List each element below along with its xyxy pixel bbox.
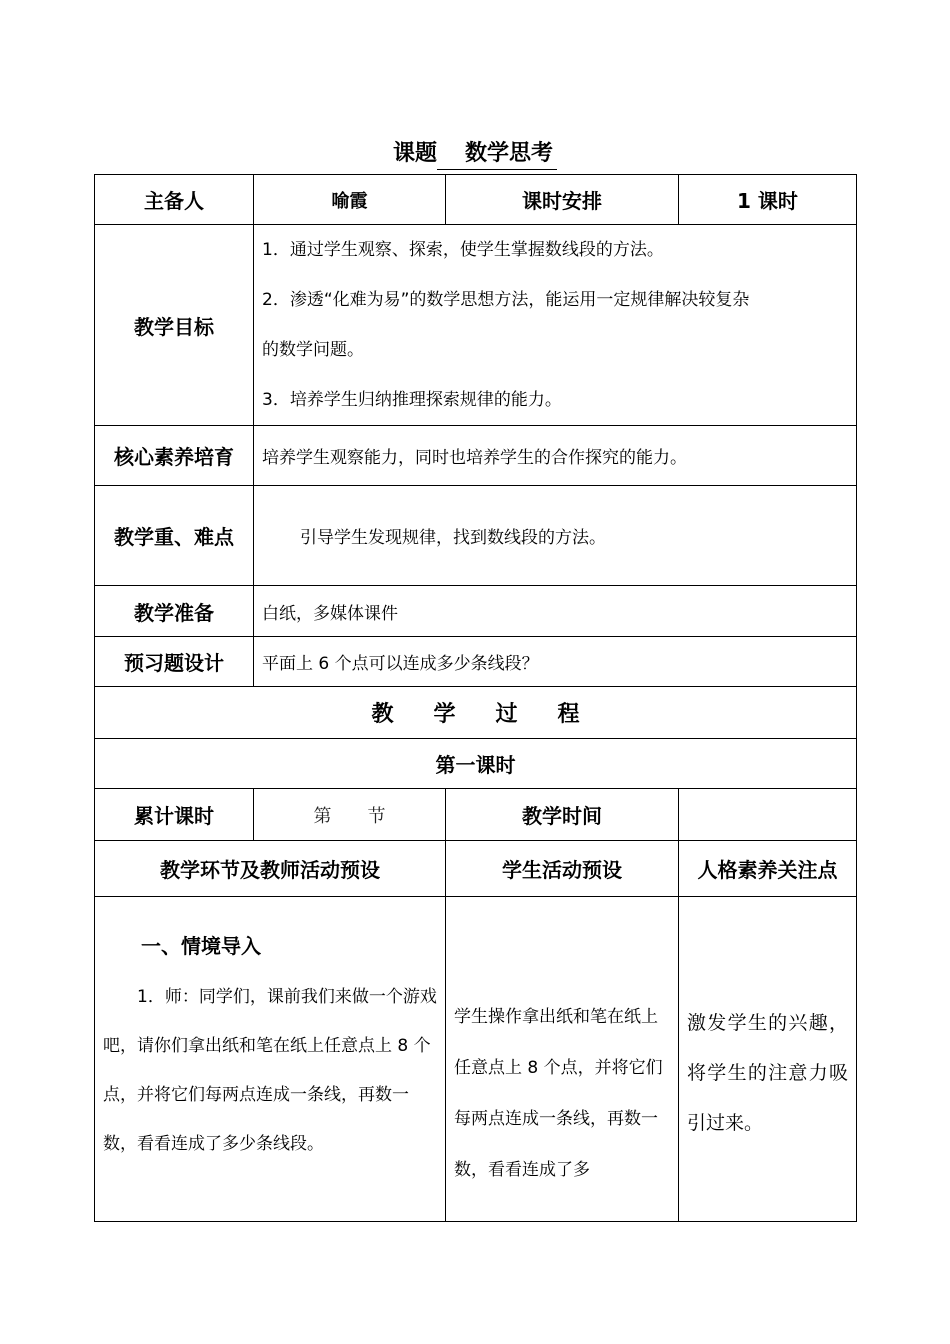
lesson-title: 第一课时 <box>95 739 857 789</box>
objectives-content <box>254 225 857 426</box>
process-row <box>95 687 857 739</box>
objective-item: 1．通过学生观察、探索，使学生掌握数线段的方法。 <box>262 240 664 260</box>
cumulative-ordinal <box>254 789 446 841</box>
preparation-row <box>95 586 857 637</box>
section-heading: 一、情境导入 <box>141 934 261 958</box>
column-header-row <box>95 841 857 897</box>
preparation-value: 白纸，多媒体课件 <box>254 586 857 637</box>
preview-row <box>95 637 857 687</box>
objective-item: 2．渗透“化难为易”的数学思想方法，能运用一定规律解决较复杂 <box>262 290 750 310</box>
section-one-row <box>95 897 857 1222</box>
preparer-value: 喻霞 <box>254 175 446 225</box>
objectives-row <box>95 225 857 426</box>
cumulative-label: 累计课时 <box>95 789 254 841</box>
key-points-value: 引导学生发现规律，找到数线段的方法。 <box>254 486 857 586</box>
teacher-activity-cell <box>95 897 446 1222</box>
student-activity-cell <box>446 897 679 1222</box>
title-topic: 数学思考 <box>437 136 557 170</box>
page-title <box>0 136 950 170</box>
lesson-plan-table <box>94 174 857 1222</box>
character-focus-cell <box>679 897 857 1222</box>
core-literacy-row <box>95 426 857 486</box>
character-focus-text: 激发学生的兴趣，将学生的注意力吸引过来。 <box>687 1012 848 1134</box>
schedule-label: 课时安排 <box>446 175 679 225</box>
process-char: 程 <box>557 702 580 727</box>
teaching-time-label: 教学时间 <box>446 789 679 841</box>
objective-item: 的数学问题。 <box>262 340 364 360</box>
process-char: 教 <box>371 702 394 727</box>
process-heading <box>95 687 857 739</box>
schedule-value: 1 课时 <box>679 175 857 225</box>
lesson-row <box>95 739 857 789</box>
process-char: 过 <box>495 702 518 727</box>
ordinal-second: 节 <box>367 805 386 827</box>
title-prefix: 课题 <box>392 141 437 166</box>
header-row <box>95 175 857 225</box>
core-literacy-value: 培养学生观察能力，同时也培养学生的合作探究的能力。 <box>254 426 857 486</box>
key-points-row <box>95 486 857 586</box>
student-column-header: 学生活动预设 <box>446 841 679 897</box>
key-points-label: 教学重、难点 <box>95 486 254 586</box>
cumulative-row <box>95 789 857 841</box>
student-activity-text: 学生操作拿出纸和笔在纸上任意点上 8 个点，并将它们每两点连成一条线，再数一数，看看连成了多 <box>454 1007 663 1180</box>
core-literacy-label: 核心素养培育 <box>95 426 254 486</box>
objective-item: 3．培养学生归纳推理探索规律的能力。 <box>262 390 562 410</box>
teacher-column-header: 教学环节及教师活动预设 <box>95 841 446 897</box>
process-char: 学 <box>433 702 456 727</box>
objectives-label: 教学目标 <box>95 225 254 426</box>
preparation-label: 教学准备 <box>95 586 254 637</box>
teacher-activity-text: 1．师：同学们，课前我们来做一个游戏吧，请你们拿出纸和笔在纸上任意点上 8 个点，并将它们每两点连成一条线，再数一数，看看连成了多少条线段。 <box>103 987 437 1154</box>
preview-value: 平面上 6 个点可以连成多少条线段？ <box>254 637 857 687</box>
ordinal-first: 第 <box>313 805 332 827</box>
character-column-header: 人格素养关注点 <box>679 841 857 897</box>
teaching-time-value <box>679 789 857 841</box>
preview-label: 预习题设计 <box>95 637 254 687</box>
preparer-label: 主备人 <box>95 175 254 225</box>
